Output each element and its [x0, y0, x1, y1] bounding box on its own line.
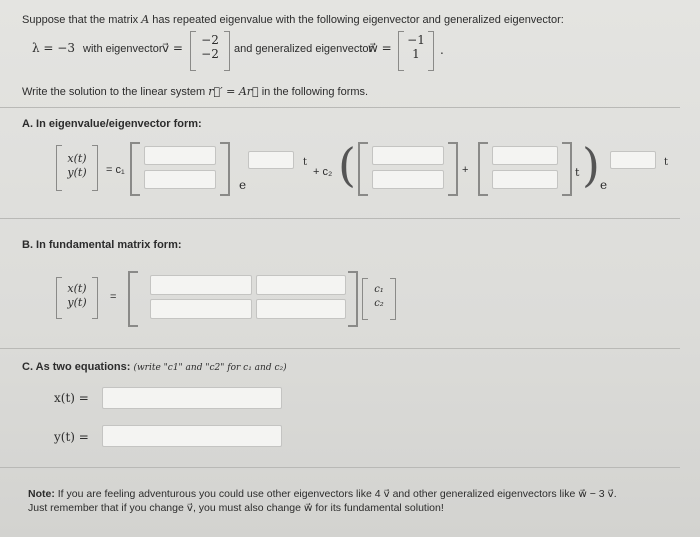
b-lhs-vector: [62, 282, 92, 310]
v-bracket-right: [224, 31, 230, 71]
w-bottom: 1: [412, 47, 420, 61]
a-exp-base-1: e: [239, 178, 247, 192]
b-matrix-r1c1-input[interactable]: [150, 275, 252, 295]
part-c-heading: C. As two equations:: [22, 361, 131, 373]
b-matrix-r2c1-input[interactable]: [150, 299, 252, 319]
b-matrix-r1c2-input[interactable]: [256, 275, 346, 295]
part-a-heading: A. In eigenvalue/eigenvector form:: [22, 118, 202, 130]
a-exp2-t: t: [664, 157, 669, 168]
divider: [0, 107, 680, 108]
a-open-paren: (: [338, 138, 356, 192]
b-matrix-bracket-right: [348, 271, 358, 327]
eigenvalue: λ = −3: [32, 41, 75, 55]
intro-text: Suppose that the matrix: [22, 14, 139, 26]
note-text-1: If you are feeling adventurous you could use other eigenvectors like 4 v⃗ and other generalized eigenvectors like w⃗ − 3 v⃗.: [57, 488, 617, 500]
a-vec2-bracket-right: [448, 142, 458, 196]
w-top: −1: [407, 33, 425, 47]
with-eigenvector-label: with eigenvector: [83, 43, 163, 55]
b-matrix-r2c2-input[interactable]: [256, 299, 346, 319]
part-c-heading-row: [22, 361, 287, 373]
b-c1: c₁: [374, 284, 384, 295]
a-exp1-input[interactable]: [248, 151, 294, 169]
a-vec2-bracket-left: [358, 142, 368, 196]
b-c-bracket-right: [390, 278, 396, 320]
divider: [0, 467, 680, 468]
b-c-vector: [368, 283, 390, 311]
generalized-label: and generalized eigenvector: [234, 43, 373, 55]
v-bottom: −2: [201, 47, 219, 61]
a-vec3-bracket-right: [562, 142, 572, 196]
w-vector: [404, 33, 428, 61]
a-exp-base-2: e: [600, 178, 608, 192]
w-symbol: w⃗ =: [368, 41, 392, 55]
y-t-input[interactable]: [102, 425, 282, 447]
a-exp2-input[interactable]: [610, 151, 656, 169]
v-symbol: v⃗ =: [162, 41, 183, 55]
b-y-t: y(t): [67, 296, 87, 309]
v-top: −2: [201, 33, 219, 47]
a-plus-c2: + c₂: [313, 166, 333, 178]
note-label: Note:: [28, 488, 55, 500]
a-t-mid: t: [575, 166, 580, 179]
part-b-heading: B. In fundamental matrix form:: [22, 239, 182, 251]
a-plus: +: [462, 164, 469, 176]
intro-text-rest: has repeated eigenvalue with the following eigenvector and generalized eigenvector:: [152, 14, 564, 26]
a-eq-c1: = c₁: [106, 164, 125, 176]
system-equation: r⃗′ = Ar⃗: [208, 85, 259, 98]
period: .: [440, 43, 444, 57]
note-text-2: Just remember that if you change v⃗, you must also change w⃗ for its fundamental solution!: [28, 502, 444, 514]
divider: [0, 218, 680, 219]
part-c-hint: (write "c1" and "c2" for c₁ and c₂): [133, 363, 287, 373]
a-vec1-bracket-left: [130, 142, 140, 196]
a-y-t: y(t): [67, 166, 87, 179]
instruction-rest: in the following forms.: [261, 86, 369, 98]
b-lhs-bracket-right: [92, 277, 98, 319]
intro-line: [22, 13, 564, 26]
b-x-t: x(t): [67, 282, 87, 295]
b-c2: c₂: [374, 298, 384, 309]
a-exp1-t: t: [303, 157, 308, 168]
x-t-input[interactable]: [102, 387, 282, 409]
a-x-t: x(t): [67, 152, 87, 165]
instruction-text: Write the solution to the linear system: [22, 86, 206, 98]
matrix-symbol: A: [141, 13, 150, 26]
w-bracket-right: [428, 31, 434, 71]
a-lhs-vector: [62, 152, 92, 180]
a-close-paren: ): [582, 138, 600, 192]
a-vec1-bottom-input[interactable]: [144, 170, 216, 189]
v-vector: [196, 33, 224, 61]
a-vec2-bottom-input[interactable]: [372, 170, 444, 189]
y-t-label: y(t) =: [54, 430, 89, 444]
note-line-1: [28, 488, 617, 500]
x-t-label: x(t) =: [54, 391, 89, 405]
a-vec2-top-input[interactable]: [372, 146, 444, 165]
b-matrix-bracket-left: [128, 271, 138, 327]
a-vec3-bottom-input[interactable]: [492, 170, 558, 189]
a-lhs-bracket-right: [92, 145, 98, 191]
b-equals: =: [110, 291, 117, 303]
a-vec1-bracket-right: [220, 142, 230, 196]
instruction-line: [22, 85, 368, 98]
a-vec1-top-input[interactable]: [144, 146, 216, 165]
divider: [0, 348, 680, 349]
a-vec3-bracket-left: [478, 142, 488, 196]
a-vec3-top-input[interactable]: [492, 146, 558, 165]
